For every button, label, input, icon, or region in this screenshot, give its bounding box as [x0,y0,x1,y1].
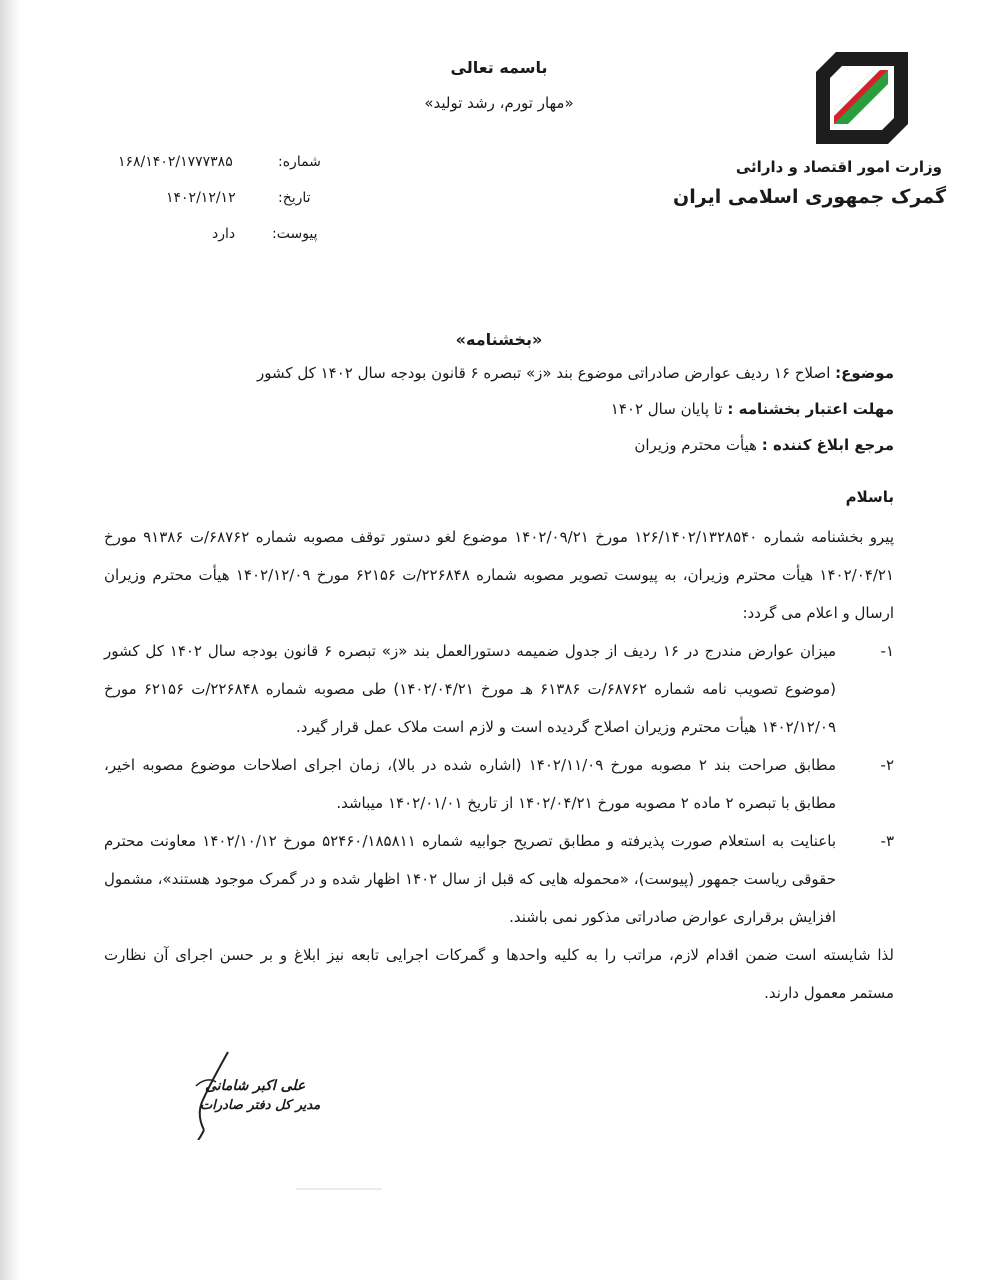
validity-line [611,400,894,418]
authority-text: هیأت محترم وزیران [634,436,757,454]
date-value: ۱۴۰۲/۱۲/۱۲ [166,190,236,206]
page-shadow-edge [0,0,20,1280]
closing-paragraph: لذا شایسته است ضمن اقدام لازم، مراتب را به کلیه واحدها و گمرکات اجرایی تابعه نیز ابلاغ و بر حسن اجرای آن نظارت مستمر معمول دارند. [104,946,894,1002]
authority-line [634,436,894,454]
signatory-name: علی اکبر شامانی [205,1078,306,1094]
list-item-number: ۲- [880,756,894,774]
organization-name: گمرک جمهوری اسلامی ایران [673,186,946,208]
date-label: تاریخ: [278,190,311,206]
subject-label: موضوع: [835,364,894,382]
list-item-text: باعنایت به استعلام صورت پذیرفته و مطابق تصریح جوابیه شماره ۵۲۴۶۰/۱۸۵۸۱۱ مورخ ۱۴۰۲/۱۰/۱۲ معاونت محترم حقوقی ریاست جمهور (پیوست)، «محموله هایی که قبل از سال ۱۴۰۲ اظهار شده و در گمرک موجود هستند»، مشمول افزایش برقراری عوارض صادراتی مذکور نمی باشند. [104,832,837,926]
list-item [104,632,894,746]
subject-text: اصلاح ۱۶ ردیف عوارض صادراتی موضوع بند «ز» تبصره ۶ قانون بودجه سال ۱۴۰۲ کل کشور [257,364,831,382]
list-item-text: میزان عوارض مندرج در ۱۶ ردیف از جدول ضمیمه دستورالعمل بند «ز» تبصره ۶ قانون بودجه سال ۱۴۰۲ کل کشور (موضوع تصویب نامه شماره ۶۸۷۶۲/ت ۶۱۳۸۶ هـ مورخ ۱۴۰۲/۰۴/۲۱) طی مصوبه شماره ۲۲۶۸۴۸/ت ۶۲۱۵۶ مورخ ۱۴۰۲/۱۲/۰۹ هیأت محترم وزیران اصلاح گردیده است و لازم است ملاک عمل قرار گیرد. [104,642,836,736]
greeting: باسلام [845,488,894,506]
subject-line [257,364,894,382]
list-item-text: مطابق صراحت بند ۲ مصوبه مورخ ۱۴۰۲/۱۱/۰۹ (اشاره شده در بالا)، زمان اجرای اصلاحات موضوع مصوبه اخیر، مطابق با تبصره ۲ ماده ۲ مصوبه مورخ ۱۴۰۲/۰۴/۲۱ از تاریخ ۱۴۰۲/۰۱/۰۱ میباشد. [104,756,837,812]
intro-paragraph: پیرو بخشنامه شماره ۱۲۶/۱۴۰۲/۱۳۲۸۵۴۰ مورخ ۱۴۰۲/۰۹/۲۱ موضوع لغو دستور توقف مصوبه شماره ۶۸۷۶۲/ت ۹۱۳۸۶ مورخ ۱۴۰۲/۰۴/۲۱ هیأت محترم وزیران، به پیوست تصویر مصوبه شماره ۲۲۶۸۴۸/ت ۶۲۱۵۶ مورخ ۱۴۰۲/۱۲/۰۹ هیأت محترم وزیران ارسال و اعلام می گردد: [104,528,895,622]
validity-text: تا پایان سال ۱۴۰۲ [610,400,723,418]
attachment-value: دارد [212,226,236,242]
divider [296,1188,382,1190]
invocation-heading: باسمه تعالی [450,58,548,77]
number-label: شماره: [278,154,321,170]
validity-label: مهلت اعتبار بخشنامه : [727,400,894,418]
signature-scribble-icon [188,1050,248,1140]
number-value: ۱۶۸/۱۴۰۲/۱۷۷۷۳۸۵ [118,154,233,170]
list-item [104,822,894,936]
signatory-role: مدیر کل دفتر صادرات [200,1098,321,1113]
attachment-label: پیوست: [272,226,318,242]
document-title: «بخشنامه» [455,330,543,349]
motto-line: «مهار تورم، رشد تولید» [424,94,574,112]
list-item-number: ۱- [880,642,894,660]
authority-label: مرجع ابلاغ کننده : [761,436,894,454]
list-item-number: ۳- [880,832,894,850]
ministry-name: وزارت امور اقتصاد و دارائی [735,158,942,176]
list-item [104,746,894,822]
